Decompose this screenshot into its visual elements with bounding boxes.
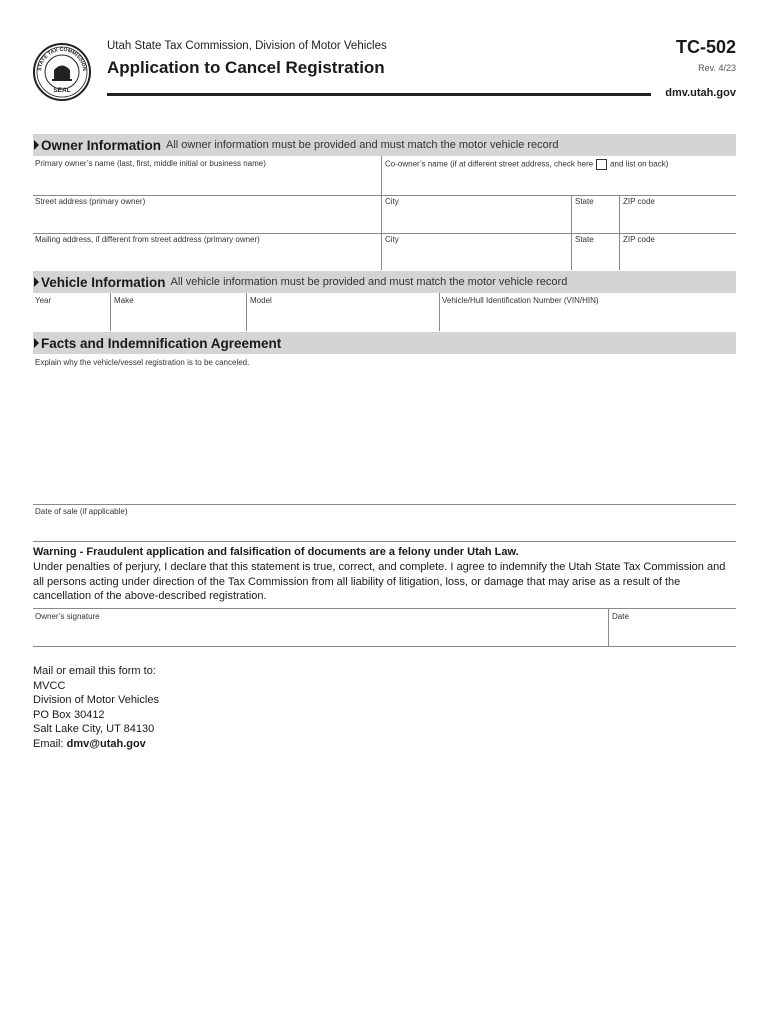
date-of-sale-label: Date of sale (if applicable) <box>35 507 128 516</box>
owner-signature-label: Owner’s signature <box>35 612 100 621</box>
warning-body: Under penalties of perjury, I declare that this statement is true, correct, and complete. I agree to indemnify the Utah State Tax Commission and all persons acting under direction of the Tax Commission from all liability of litigation, loss, or damage that may arise as a result of the cancellation of the above-described registration. <box>33 561 726 602</box>
date-of-sale-input[interactable] <box>33 516 736 540</box>
divider <box>33 608 736 609</box>
divider <box>33 504 736 505</box>
coowner-checkbox[interactable] <box>596 159 607 170</box>
primary-owner-name-label: Primary owner’s name (last, first, middle initial or business name) <box>35 159 266 168</box>
website-link[interactable]: dmv.utah.gov <box>665 87 736 99</box>
mail-line-email <box>33 737 159 752</box>
mailing-state-label: State <box>575 235 594 244</box>
form-title: Application to Cancel Registration <box>107 58 385 77</box>
mail-line-city: Salt Lake City, UT 84130 <box>33 723 155 735</box>
email-link[interactable]: dmv@utah.gov <box>66 737 146 750</box>
model-input[interactable] <box>247 305 439 331</box>
year-label: Year <box>35 296 52 305</box>
coowner-label-text: Co-owner’s name (if at different street address, check here <box>385 159 594 169</box>
agency-name: Utah State Tax Commission, Division of Motor Vehicles <box>107 40 387 52</box>
city-label: City <box>385 197 399 206</box>
seal-bottom-text: SEAL <box>53 87 71 94</box>
section-arrow-icon <box>34 140 39 150</box>
section-arrow-icon <box>34 338 39 348</box>
make-label: Make <box>114 296 134 305</box>
explanation-textarea[interactable] <box>33 368 736 503</box>
header-rule <box>107 93 651 96</box>
city-input[interactable] <box>382 206 571 232</box>
mail-line-mvcc: MVCC <box>33 679 66 692</box>
signature-date-input[interactable] <box>609 621 736 645</box>
vin-label: Vehicle/Hull Identification Number (VIN/HIN) <box>442 296 599 305</box>
signature-date-label: Date <box>612 612 629 621</box>
state-label: State <box>575 197 594 206</box>
section-arrow-icon <box>34 277 39 287</box>
revision-date: Rev. 4/23 <box>698 63 736 73</box>
year-input[interactable] <box>33 305 110 331</box>
zip-label: ZIP code <box>623 197 655 206</box>
mailing-city-label: City <box>385 235 399 244</box>
owner-section-subtitle: All owner information must be provided and must match the motor vehicle record <box>166 139 559 151</box>
coowner-label-end: and list on back) <box>610 159 669 169</box>
make-input[interactable] <box>111 305 246 331</box>
mailing-state-input[interactable] <box>572 244 619 270</box>
coowner-name-input[interactable] <box>382 172 736 194</box>
email-label: Email: <box>33 737 64 750</box>
street-address-label: Street address (primary owner) <box>35 197 146 206</box>
mail-line-pobox: PO Box 30412 <box>33 708 105 721</box>
facts-section-header <box>33 332 736 354</box>
facts-section-title: Facts and Indemnification Agreement <box>41 335 282 351</box>
divider <box>33 541 736 542</box>
mailing-zip-input[interactable] <box>620 244 736 270</box>
vehicle-section-subtitle: All vehicle information must be provided and must match the motor vehicle record <box>170 276 568 288</box>
divider <box>33 233 736 234</box>
explain-label: Explain why the vehicle/vessel registration is to be canceled. <box>35 358 250 367</box>
mailing-instructions <box>33 664 159 751</box>
vehicle-section-title: Vehicle Information <box>41 274 166 290</box>
primary-owner-name-input[interactable] <box>33 168 381 194</box>
seal-top-text: STATE TAX COMMISSION <box>36 46 88 72</box>
vehicle-section-header <box>33 271 736 293</box>
mail-line-intro: Mail or email this form to: <box>33 665 156 677</box>
owner-section-title: Owner Information <box>41 137 162 153</box>
model-label: Model <box>250 296 272 305</box>
divider <box>33 646 736 647</box>
mail-line-division: Division of Motor Vehicles <box>33 694 159 706</box>
mailing-address-input[interactable] <box>33 244 381 270</box>
vin-input[interactable] <box>440 305 736 331</box>
zip-input[interactable] <box>620 206 736 232</box>
divider <box>33 195 736 196</box>
utah-tax-commission-seal-icon <box>32 42 92 102</box>
mailing-address-label: Mailing address, if different from street address (primary owner) <box>35 235 260 244</box>
mailing-city-input[interactable] <box>382 244 571 270</box>
owner-section-header <box>33 134 736 156</box>
state-input[interactable] <box>572 206 619 232</box>
form-number: TC-502 <box>675 37 736 57</box>
coowner-name-label <box>385 159 668 170</box>
mailing-zip-label: ZIP code <box>623 235 655 244</box>
warning-heading: Warning - Fraudulent application and falsification of documents are a felony under Utah Law. <box>33 546 519 558</box>
street-address-input[interactable] <box>33 206 381 232</box>
owner-signature-input[interactable] <box>33 621 608 645</box>
